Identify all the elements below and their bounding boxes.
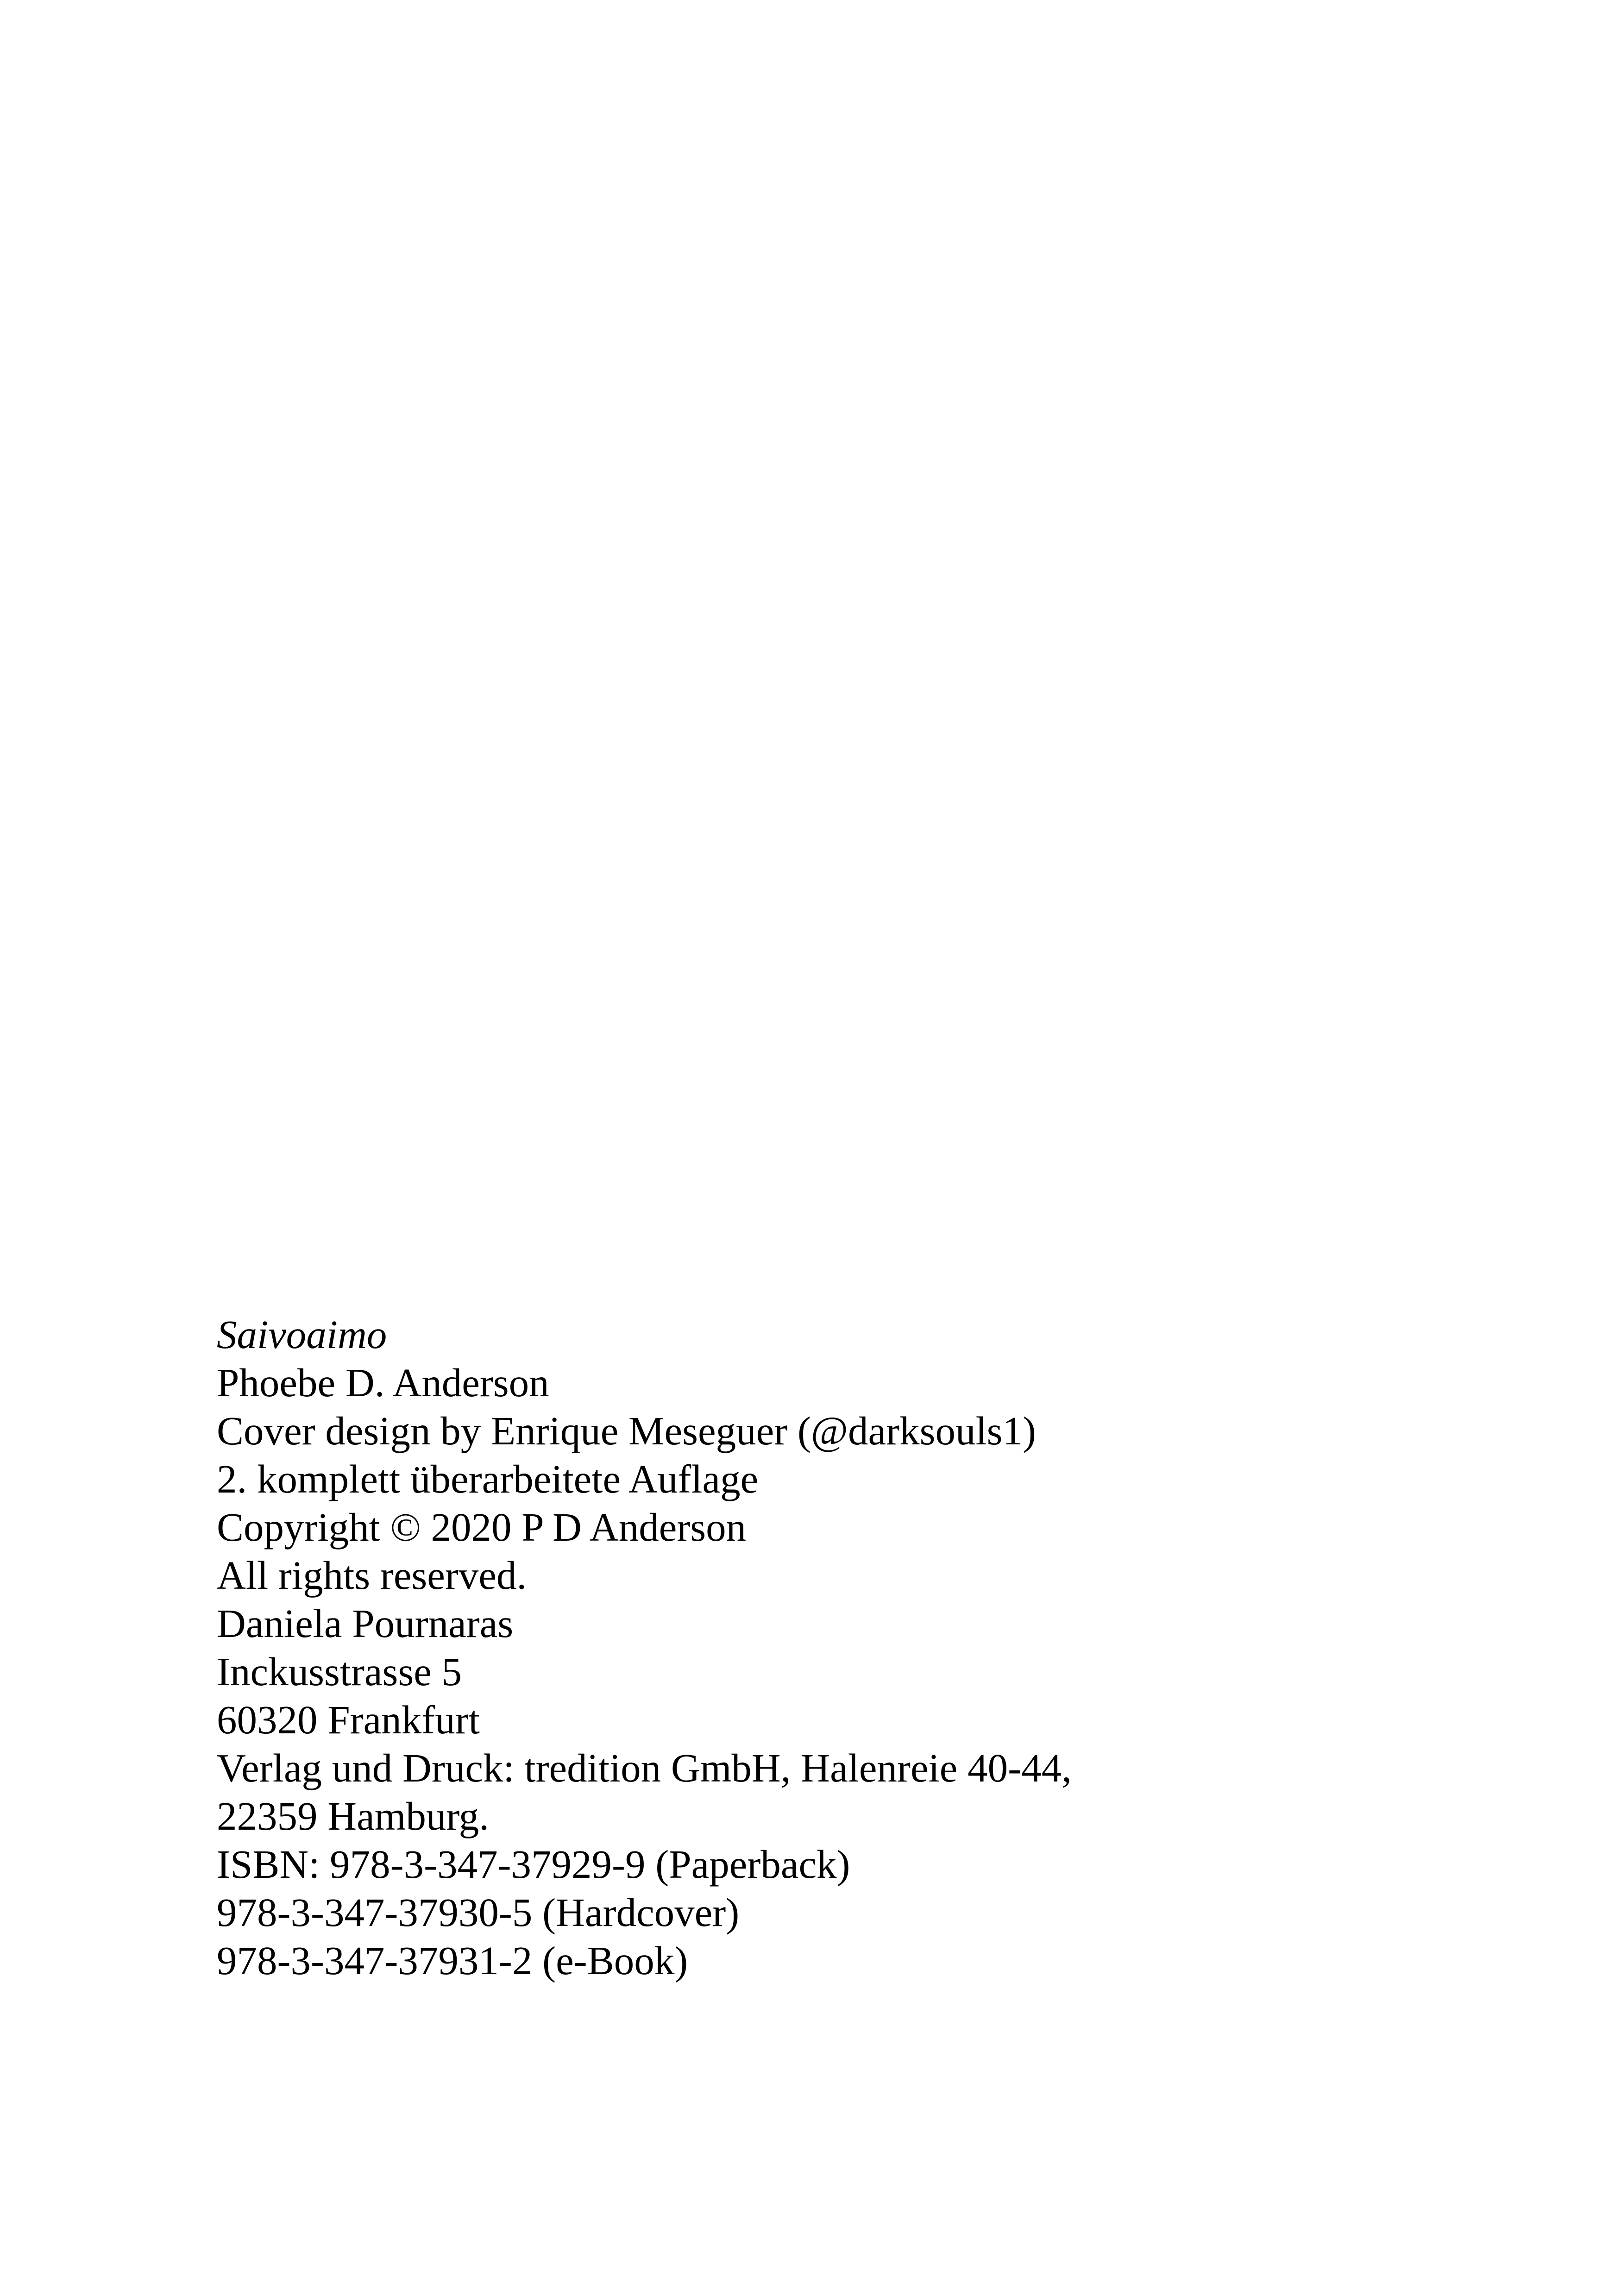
contact-street: Inckusstrasse 5 [217, 1649, 462, 1694]
contact-name: Daniela Pournaras [217, 1601, 514, 1646]
isbn-paperback: ISBN: 978-3-347-37929-9 (Paperback) [217, 1842, 850, 1887]
contact-city: 60320 Frankfurt [217, 1697, 480, 1742]
isbn-ebook: 978-3-347-37931-2 (e-Book) [217, 1938, 688, 1983]
cover-design-credit: Cover design by Enrique Meseguer (@darksouls1) [217, 1408, 1036, 1453]
publisher-address-line1: Verlag und Druck: tredition GmbH, Halenreie 40-44, [217, 1745, 1072, 1790]
publisher-address-line2: 22359 Hamburg. [217, 1794, 490, 1838]
author-name: Phoebe D. Anderson [217, 1360, 549, 1405]
rights-notice: All rights reserved. [217, 1553, 527, 1598]
copyright-notice: Copyright © 2020 P D Anderson [217, 1505, 747, 1549]
edition-note: 2. komplett überarbeitete Auflage [217, 1456, 759, 1501]
isbn-hardcover: 978-3-347-37930-5 (Hardcover) [217, 1890, 740, 1935]
book-title: Saivoaimo [217, 1312, 387, 1357]
imprint-block [217, 1311, 1560, 1985]
